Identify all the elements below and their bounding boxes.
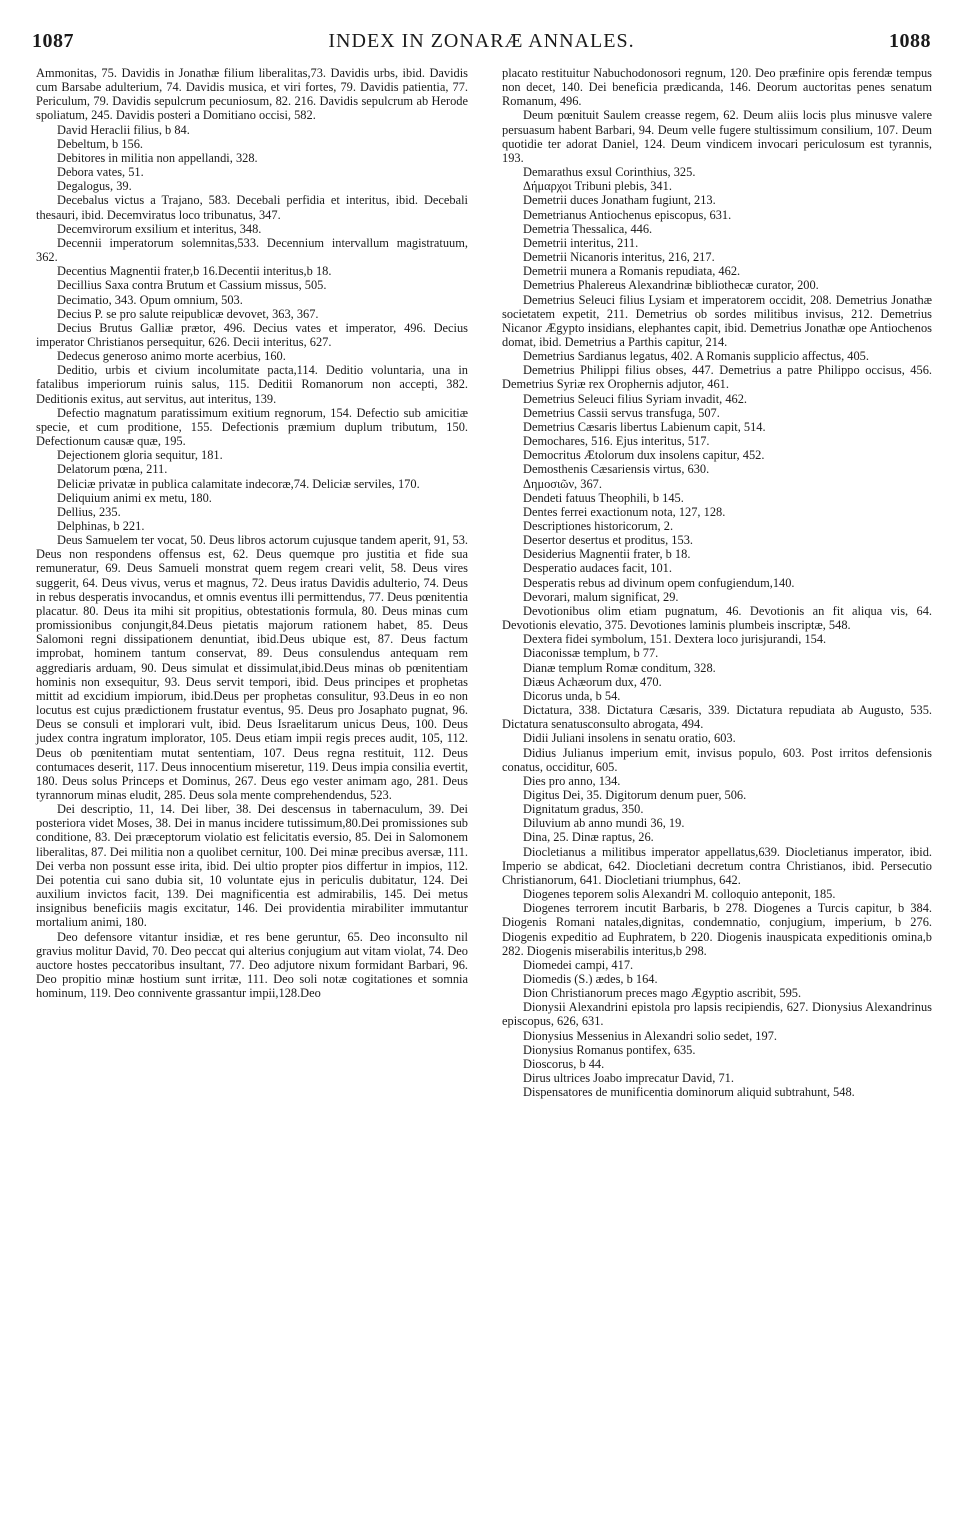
index-entry: Dionysii Alexandrini epistola pro lapsis recipiendis, 627. Dionysius Alexandrinus episcopus, 626, 631. <box>502 1000 932 1029</box>
index-entry: Demetrius Seleuci filius Lysiam et imperatorem occidit, 208. Demetrius Jonathæ societatem expetit, 211. Demetrius ob sordes militibus invisus, 212. Demetrius Nicanor Ægypto insidians, elephantes capit, ibid. Demetrius Jonathæ ope Antiochenos domat, ibid. Demetrius a Parthis capitur, 214. <box>502 292 932 349</box>
index-entry: Demetrius Cæsaris libertus Labienum capit, 514. <box>523 419 766 434</box>
index-entry: Defectio magnatum paratissimum exitium regnorum, 154. Defectio sub amicitiæ specie, et cum proditione, 155. Defectionis præmium duplum tributum, 150. Defectionum causæ quæ, 195. <box>36 405 468 449</box>
index-entry: Deliquium animi ex metu, 180. <box>57 490 212 505</box>
index-entry: Diomedis (S.) ædes, b 164. <box>523 972 658 986</box>
index-column-left <box>36 66 468 1000</box>
index-entry: Demetrius Cassii servus transfuga, 507. <box>523 405 720 420</box>
index-entry: Demetrius Phalereus Alexandrinæ bibliothecæ curator, 200. <box>523 278 819 293</box>
index-entry: Desperatis rebus ad divinum opem confugiendum,140. <box>523 575 795 590</box>
index-entry: Dendeti fatuus Theophili, b 145. <box>523 490 684 505</box>
index-entry: Decebalus victus a Trajano, 583. Decebali perfidia et interitus, ibid. Decebali thesauri, ibid. Decemviratus loco tribunatus, 347. <box>36 193 468 222</box>
index-entry: Decemvirorum exsilium et interitus, 348. <box>57 221 262 236</box>
index-entry: Diæus Achæorum dux, 470. <box>523 674 662 689</box>
index-entry: Democritus Ætolorum dux insolens capitur, 452. <box>523 448 765 463</box>
index-entry: Demetrii interitus, 211. <box>523 235 639 250</box>
index-entry: Dicorus unda, b 54. <box>523 688 621 703</box>
index-entry: Demetrius Sardianus legatus, 402. A Romanis supplicio affectus, 405. <box>523 349 869 364</box>
index-entry: Digitus Dei, 35. Digitorum denum puer, 506. <box>523 787 747 802</box>
index-entry: Diogenes teporem solis Alexandri M. colloquio anteponit, 185. <box>523 887 836 902</box>
index-entry: Dellius, 235. <box>57 504 121 519</box>
index-entry: Diocletianus a militibus imperator appellatus,639. Diocletianus imperator, ibid. Imperio se abdicat, 642. Diocletiani decretum contra Christianos, ibid. Persecutio Christianorum, 641. Diocletiani triumphus, 642. <box>502 844 932 887</box>
index-entry: Decius Brutus Galliæ prætor, 496. Decius vates et imperator, 496. Decius imperator Christianos persequitur, 626. Decii interitus, 627. <box>36 320 468 349</box>
index-entry: Dextera fidei symbolum, 151. Dextera loco jurisjurandi, 154. <box>523 632 827 647</box>
running-header <box>32 30 931 62</box>
index-entry: Decius P. se pro salute reipublicæ devovet, 363, 367. <box>57 306 319 321</box>
index-entry: Demetrii Nicanoris interitus, 216, 217. <box>523 250 715 265</box>
index-entry: Didii Juliani insolens in senatu oratio, 603. <box>523 731 736 746</box>
index-entry: Diaconissæ templum, b 77. <box>523 646 659 661</box>
index-entry: Decennii imperatorum solemnitas,533. Decennium intervallum magistratuum, 362. <box>36 235 468 265</box>
index-entry: Desperatio audaces facit, 101. <box>523 561 672 576</box>
index-entry: Degalogus, 39. <box>57 179 132 194</box>
index-entry: Decillius Saxa contra Brutum et Cassium missus, 505. <box>57 278 327 293</box>
index-entry: Desiderius Magnentii frater, b 18. <box>523 547 691 562</box>
index-entry: Demetrius Philippi filius obses, 447. Demetrius a patre Philippo occisus, 456. Demetrius Syriæ rex Orophernis adjutor, 461. <box>502 363 932 392</box>
index-entry: Delphinas, b 221. <box>57 519 145 533</box>
index-entry: Deliciæ privatæ in publica calamitate indecoræ,74. Deliciæ serviles, 170. <box>57 476 420 491</box>
index-entry: Deo defensore vitantur insidiæ, et res bene geruntur, 65. Deo inconsulto nil gravius molitur David, 70. Deo peccat qui alterius conjugium aut vitam violat, 74. Deo auctore hostes peccatoribus insultant, 77. Deo adjutore nixum formidant Barbari, 96. Deo propitio minæ hostium sunt irritæ, 111. Deo soli notæ cogitationes et somnia hominum, 119. Deo connivente grassantur impii,128.Deo <box>36 929 468 1001</box>
index-column-right <box>502 66 932 1099</box>
index-entry: Diogenes terrorem incutit Barbaris, b 278. Diogenes a Turcis capitur, b 384. Diogenis Romani natales,dignitas, condemnatio, conjugium, imperium, b 276. Diogenis expeditio ad Euphratem, b 220. Diogenis inauspicata expeditionis omina,b 282. Diogenis miserabilis interitus,b 298. <box>502 901 932 958</box>
index-entry: Dedecus generoso animo morte acerbius, 160. <box>57 349 286 364</box>
index-entry: Dignitatum gradus, 350. <box>523 802 644 817</box>
index-entry: Demetrii duces Jonatham fugiunt, 213. <box>523 193 716 208</box>
index-entry: Demetrianus Antiochenus episcopus, 631. <box>523 207 732 222</box>
index-entry: Dina, 25. Dinæ raptus, 26. <box>523 830 654 845</box>
index-entry: Dirus ultrices Joabo imprecatur David, 71. <box>523 1071 734 1086</box>
index-entry: Debeltum, b 156. <box>57 136 144 151</box>
index-entry: Diomedei campi, 417. <box>523 957 634 972</box>
index-entry: Delatorum pœna, 211. <box>57 462 168 477</box>
index-entry: Demarathus exsul Corinthius, 325. <box>523 165 696 180</box>
index-entry: Dispensatores de munificentia dominorum aliquid subtrahunt, 548. <box>523 1085 855 1100</box>
index-entry: Dejectionem gloria sequitur, 181. <box>57 448 223 463</box>
index-entry: Δήμαρχοι Tribuni plebis, 341. <box>523 179 672 194</box>
index-entry: Dionysius Messenius in Alexandri solio sedet, 197. <box>523 1028 777 1043</box>
index-entry: Deus Samuelem ter vocat, 50. Deus libros actorum cujusque tandem aperit, 91, 53. Deus non respondens offensus est, 62. Deus quemque pro justitia et fide sua remuneratur, 69. Deus Samueli monstrat quem regem creari velit, 58. Deus vires suggerit, 64. Deus vivus, verus et magnus, 72. Deus iratus Davidis adulterio, 74. Deus in rebus desperatis invocandus, et omnis eventus illi permittendus, 77. Deus pœnitentia placatur. 80. Deus ita mihi sit propitius, obtestationis formula, 80. Deus minas cum promissionibus conjungit,84.Deus pietatis majorum rationem habet, 85. Deus Salomoni regni dissipationem denuntiat, ibid.Deus ubique est, 87. Deus factum improbat, hominem tantum conservat, 89. Deus consulendus antequam rem aggrediaris arduam, 90. Deus simulat et dissimulat,ibid.Deus minas ob pœnitentiam hominis non exsequitur, 93. Deus servit tempori, ibid. Deus principes et prophetas mittit ad excidium impiorum, ibid.Deus per prophetas consulitur, 93.Deus in eo non locutus est cujus prædictionem frustatur eventus, 95. Deus pro Josaphato pugnat, 96. Deus se consuli et implorari vult, ibid. Deus Israelitarum unicus Deus, 100. Deus judex contra ingratum implorator, 105. Deus etiam impii regis preces audit, 105, 112. Deus ob pœnitentiam mutat sententiam, 107. Deus regna restituit, 112. Deus contumaces deserit, 117. Deus innocentium miseretur, 119. Deus impia consilia evertit, 180. Deus solus Princeps et Dominus, 267. Deus ego vester animam ago, 281. Deus tyrannorum minas eludit, 285. Deus sola mente comprehendendus, 523. <box>36 533 468 802</box>
index-entry: Demetrius Seleuci filius Syriam invadit, 462. <box>523 391 748 406</box>
index-entry: Dionysius Romanus pontifex, 635. <box>523 1042 696 1057</box>
index-entry: placato restituitur Nabuchodonosori regnum, 120. Deo præfinire opis ferendæ tempus non decet, 140. Dei beneficia prædicanda, 146. Deorum auctoritas penes senatum Romanum, 496. <box>502 66 932 109</box>
index-entry: Dentes ferrei exactionum nota, 127, 128. <box>523 504 726 519</box>
index-entry: Didius Julianus imperium emit, invisus populo, 603. Post irritos defensionis conatus, occiditur, 605. <box>502 745 932 774</box>
index-entry: Δημοσιῶν, 367. <box>523 476 602 491</box>
index-entry: Deum pœnituit Saulem creasse regem, 62. Deum aliis locis plus minusve valere persuasum habent Barbari, 94. Deum velle fugere stultissimum consilium, 107. Deum quotidie ter adorat Daniel, 124. Deum vindicem invocari periculosum est tyrannis, 193. <box>502 108 932 165</box>
index-entry: Diluvium ab anno mundi 36, 19. <box>523 816 685 831</box>
index-entry: Descriptiones historicorum, 2. <box>523 519 674 533</box>
index-entry: Demetrii munera a Romanis repudiata, 462. <box>523 264 741 279</box>
running-title: INDEX IN ZONARÆ ANNALES. <box>328 30 635 52</box>
index-entry: Dies pro anno, 134. <box>523 773 621 788</box>
index-entry: Desertor desertus et proditus, 153. <box>523 533 693 548</box>
index-entry: Dianæ templum Romæ conditum, 328. <box>523 660 716 675</box>
index-entry: Demochares, 516. Ejus interitus, 517. <box>523 434 710 449</box>
index-entry: Debora vates, 51. <box>57 165 144 180</box>
index-entry: Decentius Magnentii frater,b 16.Decentii interitus,b 18. <box>57 264 332 279</box>
page-number-right: 1088 <box>889 30 931 52</box>
index-entry: Debitores in militia non appellandi, 328. <box>57 150 258 165</box>
index-entry: Ammonitas, 75. Davidis in Jonathæ filium liberalitas,73. Davidis urbs, ibid. Davidis cum Barsabe adulterium, 74. Davidis musica, et viri fortes, 79. Davidis patientia, 77. Periculum, 79. Davidis sepulcrum pecuniosum, 82. 216. Davidis sepulcrum ab Herode spoliatum, 245. Davidis posteri a Domitiano occisi, 582. <box>36 66 468 123</box>
index-entry: Devorari, malum significat, 29. <box>523 589 679 604</box>
index-entry: Devotionibus olim etiam pugnatum, 46. Devotionis an fit aliqua vis, 64. Devotionis elevatio, 375. Devotiones laminis plumbeis inscriptæ, 548. <box>502 603 932 633</box>
index-entry: Dictatura, 338. Dictatura Cæsaris, 339. Dictatura repudiata ab Augusto, 535. Dictatura senatusconsulto abrogata, 494. <box>502 703 932 732</box>
index-entry: Dioscorus, b 44. <box>523 1056 605 1071</box>
index-entry: Demosthenis Cæsariensis virtus, 630. <box>523 462 710 477</box>
index-entry: Dei descriptio, 11, 14. Dei liber, 38. Dei descensus in tabernaculum, 39. Dei posteriora videt Moses, 38. Dei in manus incidere tutissimum,80.Dei promissiones sub conditione, 83. Dei præceptorum violatio est felicitatis eversio, 85. Dei in Salomonem liberalitas, 87. Dei militia non a quolibet cernitur, 100. Dei minæ precibus aversæ, 111. Dei verba non possunt esse irita, ibid. Dei ultio propter pios differtur in impios, 112. Dei potentia cui sano dubia sit, 10 voluntate ejus in periculis dubitatur, 124. Dei auxilium invictos facit, 139. Dei magnificentia est admirabilis, 145. Dei metus insignibus beneficiis magis excitatur, 146. Dei providentia mirabiliter immutantur mortalium animi, 180. <box>36 802 468 930</box>
index-entry: Deditio, urbis et civium incolumitate pacta,114. Deditio voluntaria, una in fatalibus imperiorum ruinis salus, 115. Deditii Romanorum non accepti, 382. Deditionis exitus, aut servitus, aut interitus, 139. <box>36 363 468 406</box>
page-number-left: 1087 <box>32 30 74 52</box>
index-entry: Dion Christianorum preces mago Ægyptio ascribit, 595. <box>523 986 802 1001</box>
index-entry: Decimatio, 343. Opum omnium, 503. <box>57 292 243 307</box>
index-entry: Demetria Thessalica, 446. <box>523 221 653 236</box>
index-entry: David Heraclii filius, b 84. <box>57 122 190 137</box>
